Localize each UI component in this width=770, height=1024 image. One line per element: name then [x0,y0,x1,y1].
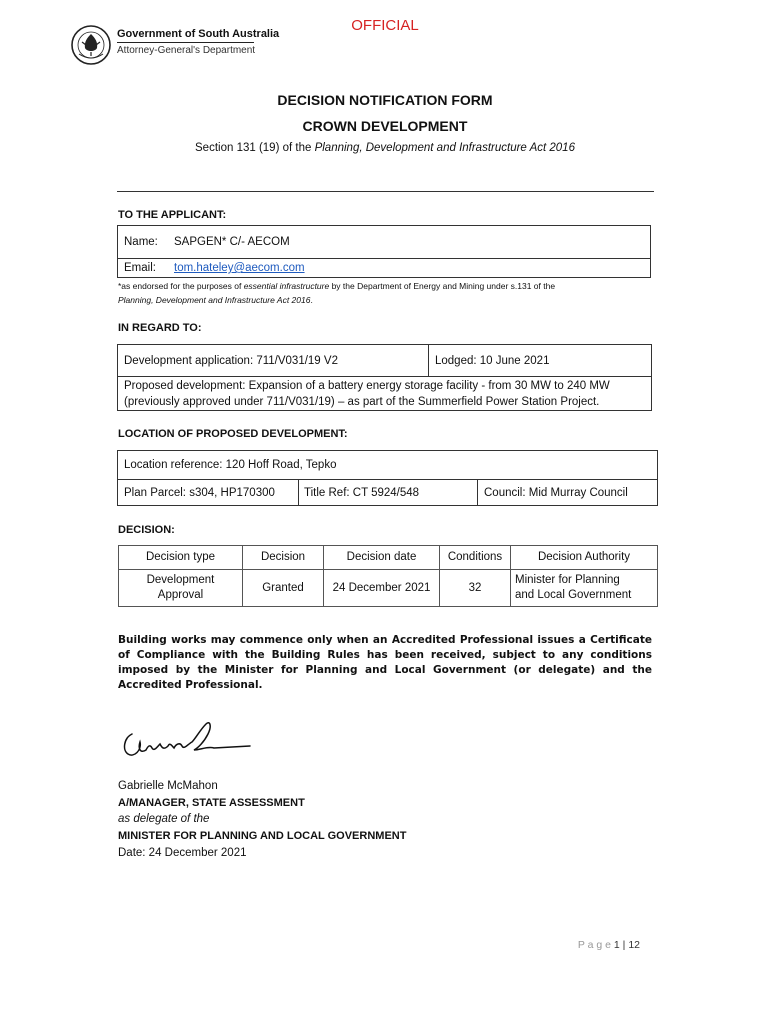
legislation-act: Planning, Development and Infrastructure Act 2016 [314,142,575,154]
location-divider [118,479,657,480]
legislation-prefix: Section 131 (19) of the [195,142,315,154]
legislation-reference [0,142,770,154]
proposed-development-line1: Proposed development: Expansion of a battery energy storage facility - from 30 MW to 240 MW [124,380,610,392]
col-decision-type: Decision type [119,546,243,570]
title-reference: Title Ref: CT 5924/548 [304,487,420,499]
page-separator: | [619,939,629,951]
decision-date-value: 24 December 2021 [324,570,440,607]
decision-value: Granted [243,570,324,607]
regard-box [117,344,652,411]
location-box [117,450,658,506]
location-heading: LOCATION OF PROPOSED DEVELOPMENT: [118,428,348,440]
form-subtitle: CROWN DEVELOPMENT [302,118,468,134]
decision-authority-cell [511,570,658,607]
minister-title: MINISTER FOR PLANNING AND LOCAL GOVERNMENT [118,830,407,842]
page-current: 1 [613,939,620,951]
department-name: Attorney-General's Department [117,45,256,56]
note-prefix: *as endorsed for the purposes of [118,281,244,291]
lodged-date: Lodged: 10 June 2021 [435,355,550,367]
delegate-text: as delegate of the [118,813,210,825]
classification-label: OFFICIAL [351,17,419,34]
location-reference: Location reference: 120 Hoff Road, Tepko [124,459,337,471]
applicant-box [117,225,651,278]
header-divider [117,42,254,43]
col-decision-authority: Decision Authority [511,546,658,570]
page-number [540,939,640,951]
form-title: DECISION NOTIFICATION FORM [277,92,493,108]
applicant-divider [118,258,650,259]
note-mid: by the Department of Energy and Mining under s.131 of the [329,281,556,291]
location-col-divider-1 [298,479,299,505]
note-end: . [310,295,313,305]
application-number: Development application: 711/V031/19 V2 [124,355,338,367]
proposed-development-line2: (previously approved under 711/V031/19) – as part of the Summerfield Power Station Project. [124,396,600,408]
page-label: P a g e [577,939,614,951]
signature-date: Date: 24 December 2021 [118,847,247,859]
title-divider [117,191,654,192]
government-name: Government of South Australia [117,28,280,40]
plan-parcel: Plan Parcel: s304, HP170300 [124,487,275,499]
regard-heading: IN REGARD TO: [118,322,202,334]
decision-table [118,545,658,607]
council-name: Council: Mid Murray Council [484,487,628,499]
authority-line2: and Local Government [515,589,632,601]
applicant-name-value: SAPGEN* C/- AECOM [174,236,290,248]
decision-type-cell [119,570,243,607]
applicant-email-link[interactable]: tom.hateley@aecom.com [174,262,305,274]
applicant-heading: TO THE APPLICANT: [118,209,227,221]
location-col-divider-2 [477,479,478,505]
page-total: 12 [628,939,640,951]
decision-heading: DECISION: [118,524,175,536]
applicant-email-label: Email: [124,262,156,274]
note-act: Planning, Development and Infrastructure Act 2016 [118,295,311,305]
signatory-position: A/MANAGER, STATE ASSESSMENT [118,797,305,809]
decision-table-row [119,570,658,607]
regard-col-divider [428,345,429,376]
sa-coat-of-arms-icon [70,24,112,66]
decision-table-header [119,546,658,570]
handwritten-signature [118,716,258,764]
applicant-name-label: Name: [124,236,158,248]
signatory-name: Gabrielle McMahon [118,780,218,792]
regard-divider [118,376,651,377]
col-decision-date: Decision date [324,546,440,570]
decision-type-line2: Approval [157,589,204,601]
col-conditions: Conditions [440,546,511,570]
note-italic: essential infrastructure [243,281,330,291]
conditions-count: 32 [440,570,511,607]
decision-type-line1: Development [146,574,215,586]
building-works-notice: Building works may commence only when an Accredited Professional issues a Certificate of Compliance with the Building Rules has been received, subject to any conditions imposed by the Minister for Planning and Local Government (or delegate) and the Accredited Professional. [118,634,652,691]
col-decision: Decision [243,546,324,570]
endorsement-note [118,279,658,307]
authority-line1: Minister for Planning [515,574,620,586]
